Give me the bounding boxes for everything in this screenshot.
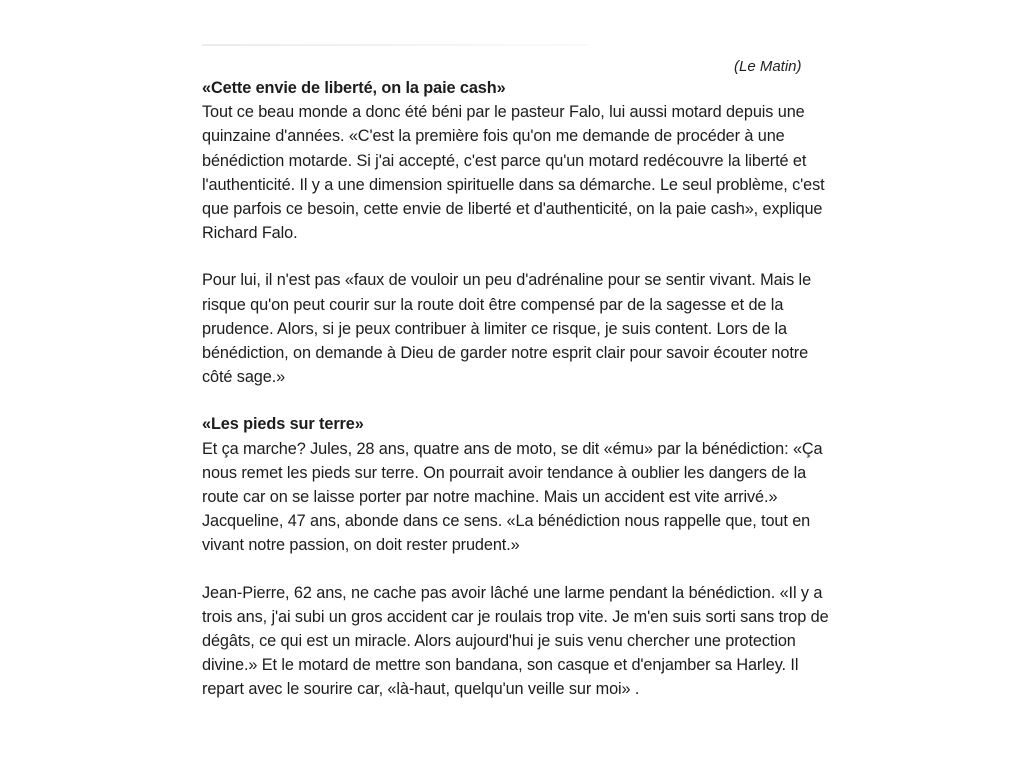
section-heading-liberte: «Cette envie de liberté, on la paie cash»: [202, 79, 506, 97]
paragraph-spacer: [202, 245, 834, 268]
paragraph-spacer: [202, 558, 834, 581]
paragraph-adrenaline: Pour lui, il n'est pas «faux de vouloir un peu d'adrénaline pour se sentir vivant. Mais le risque qu'on peut courir sur la route doit être compensé par de la sagesse et de la prudence. Alors, si je peux contribuer à limiter ce risque, je suis content. Lors de la bénédiction, on demande à Dieu de garder notre esprit clair pour savoir écouter notre côté sage.»: [202, 271, 812, 387]
top-divider: [202, 44, 590, 46]
paragraph-pasteur-falo: Tout ce beau monde a donc été béni par le pasteur Falo, lui aussi motard depuis une quinzaine d'années. «C'est la première fois qu'on me demande de procéder à une bénédiction motarde. Si j'ai accepté, c'est parce qu'un motard redécouvre la liberté et l'authenticité. Il y a une dimension spirituelle dans sa démarche. Le seul problème, c'est que parfois ce besoin, cette envie de liberté et d'authenticité, on la paie cash», explique Richard Falo.: [202, 103, 825, 243]
paragraph-jules-jacqueline: Et ça marche? Jules, 28 ans, quatre ans de moto, se dit «ému» par la bénédiction: «Ça nous remet les pieds sur terre. On pourrait avoir tendance à oublier les dangers de la route car on se laisse porter par notre machine. Mais un accident est vite arrivé.» Jacqueline, 47 ans, abonde dans ce sens. «La bénédiction nous rappelle que, tout en vivant notre passion, on doit rester prudent.»: [202, 439, 823, 555]
source-credit: (Le Matin): [734, 58, 802, 75]
article-body: [202, 76, 834, 702]
section-heading-pieds-sur-terre: «Les pieds sur terre»: [202, 415, 364, 434]
paragraph-jean-pierre: Jean-Pierre, 62 ans, ne cache pas avoir lâché une larme pendant la bénédiction. «Il y a trois ans, j'ai subi un gros accident car je roulais trop vite. Je m'en suis sorti sans trop de dégâts, ce qui est un miracle. Alors aujourd'hui je suis venu chercher une protection divine.» Et le motard de mettre son bandana, son casque et d'enjamber sa Harley. Il repart avec le sourire car, «là-haut, quelqu'un veille sur moi» .: [202, 583, 829, 699]
section-spacer: [202, 389, 834, 412]
